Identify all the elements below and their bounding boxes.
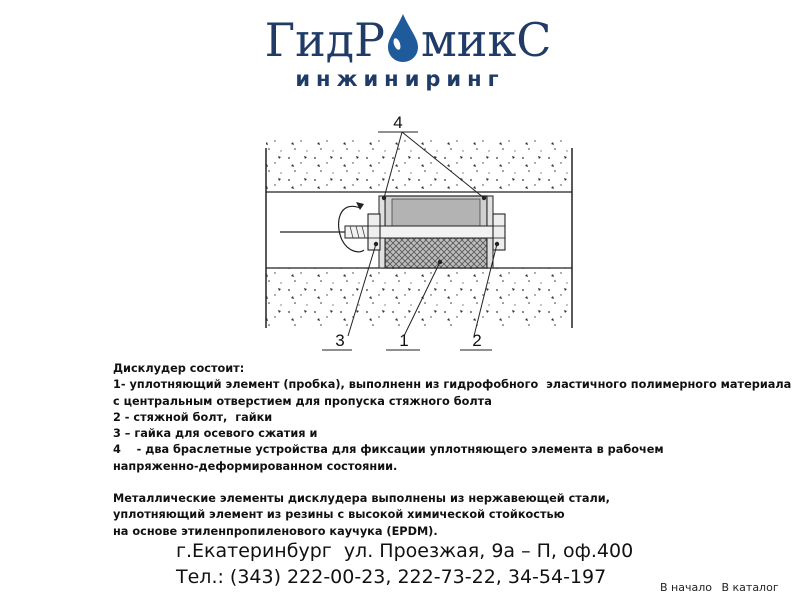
callout-2-label: 2 [472,331,482,350]
description-item: напряженно-деформированном состоянии. [113,459,398,473]
callout-4-label: 4 [393,113,403,132]
description-item: 4 - два браслетные устройства для фиксации уплотняющего элемента в рабочем [113,443,664,457]
callout-3 [322,331,352,350]
phone-text: Тел.: (343) 222-00-23, 222-73-22, 34-54-197 [176,566,607,588]
company-logo [0,0,800,100]
description-item: 3 – гайка для осевого сжатия и [113,427,318,441]
callout-2 [460,331,492,350]
description-heading: Дисклудер состоит: [113,362,245,375]
logo-subtitle: инжиниринг [295,67,505,91]
materials-line: уплотняющий элемент из резины с высокой химической стойкостью [113,508,565,522]
logo-name-part1: ГидР [264,13,385,67]
description-item: 1- уплотняющий элемент (пробка), выполненн из гидрофобного эластичного полимерного материала [113,378,792,392]
disclude-diagram [0,100,800,360]
logo-name-part2: микС [421,13,552,67]
contact-block [176,538,633,590]
tension-bolt [280,226,503,238]
description-block [113,361,800,540]
navigation-links [660,581,785,594]
description-item: с центральным отверстием для пропуска стяжного болта [113,394,492,408]
address-text: г.Екатеринбург ул. Проезжая, 9а – П, оф.400 [176,540,634,562]
water-drop-icon [388,14,418,62]
catalog-link[interactable]: В каталог [721,581,779,594]
callout-1-label: 1 [399,331,409,350]
callout-3-label: 3 [335,331,345,350]
description-item: 2 - стяжной болт, гайки [113,410,273,424]
home-link[interactable]: В начало [660,581,712,594]
materials-line: Металлические элементы дисклудера выполнены из нержавеющей стали, [113,492,610,506]
materials-line: на основе этиленпропиленового каучука (EPDM). [113,524,438,538]
callout-4 [378,113,418,132]
callout-1 [386,331,420,350]
concrete-bottom-wall [266,268,572,326]
concrete-top-wall [266,140,572,192]
